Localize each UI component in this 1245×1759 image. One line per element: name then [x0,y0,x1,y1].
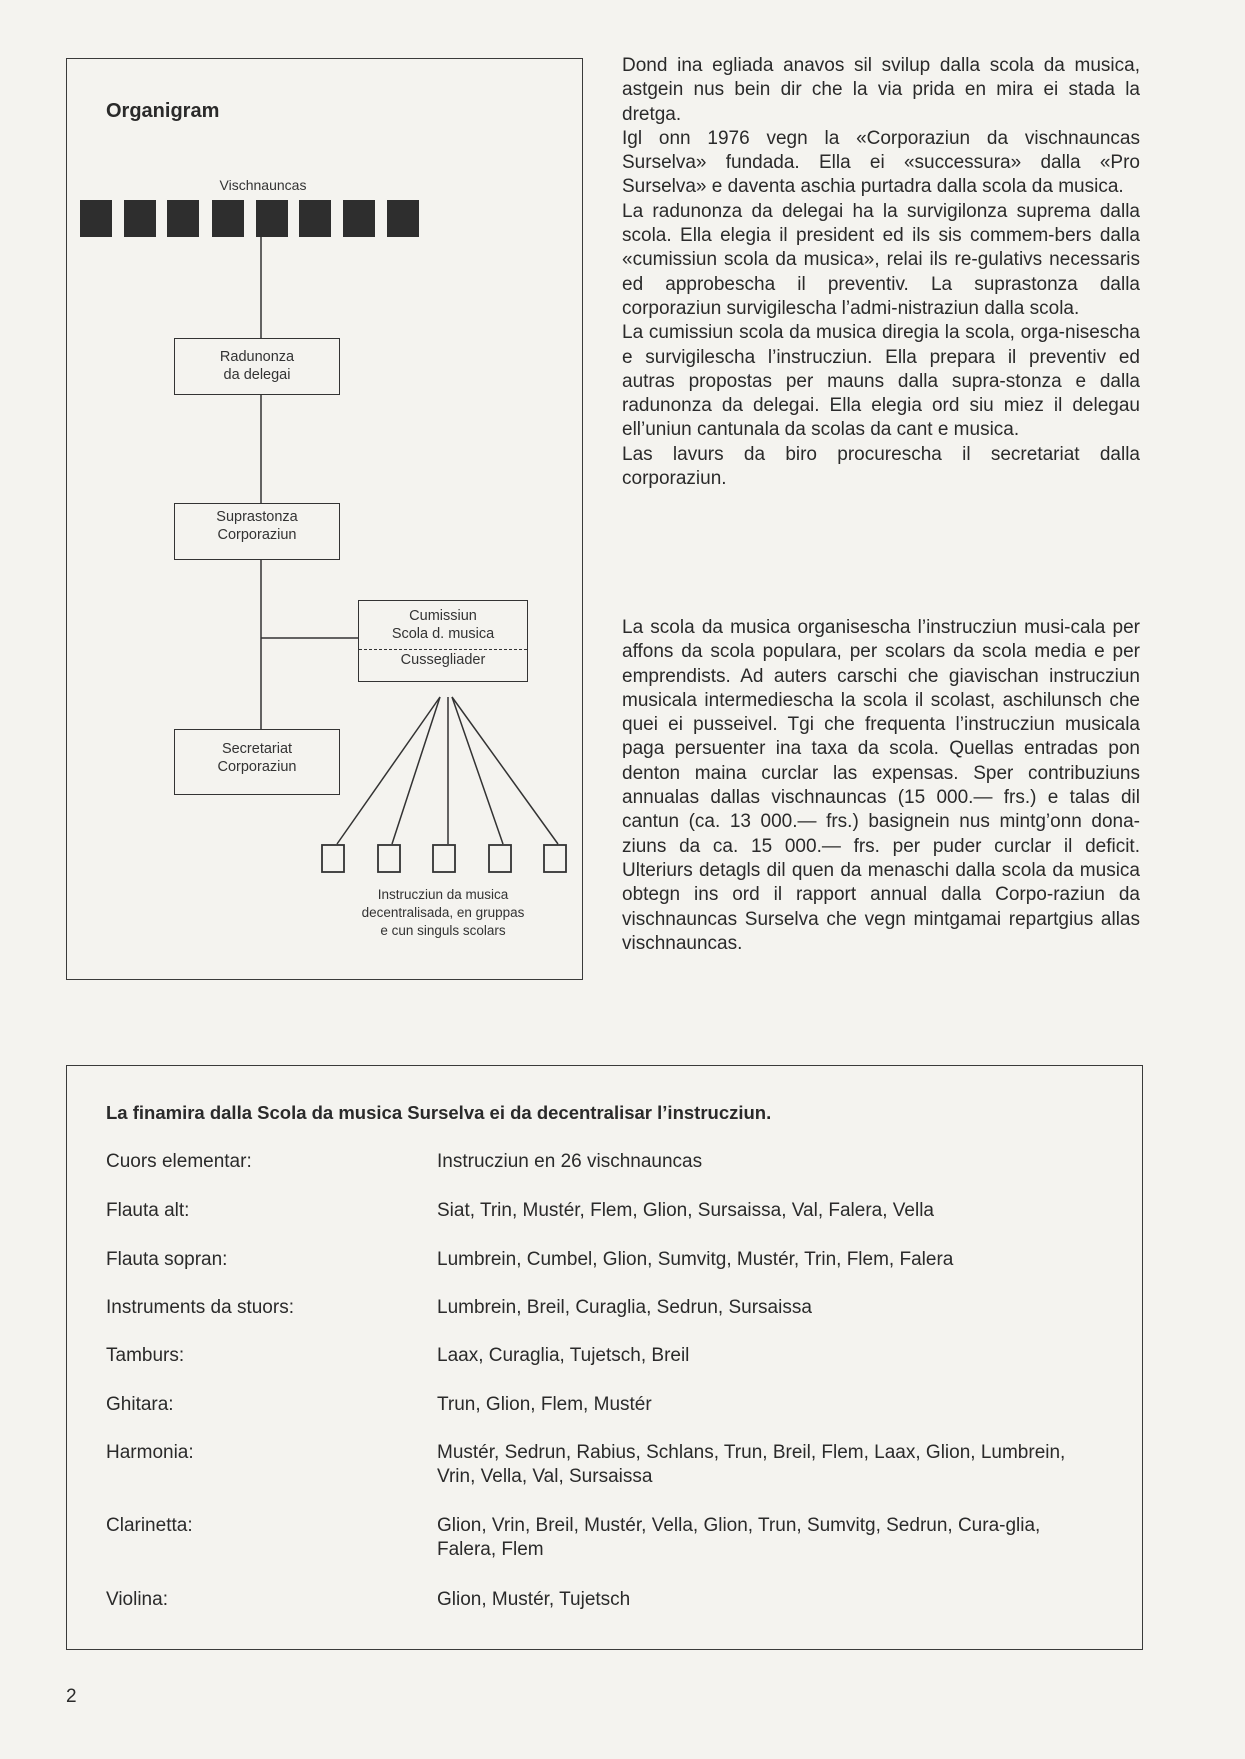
location-value: Laax, Curaglia, Tujetsch, Breil [437,1345,690,1366]
location-label: Violina: [106,1589,168,1610]
member-block [299,200,331,237]
text-bottom [622,616,1140,956]
groups-caption-line2: decentralisada, en gruppas [361,905,525,920]
paragraph: La radunonza da delegai ha la survigilonza suprema dalla scola. Ella elegia il president ed ils sis commem-bers dalla «cumissiun scola da musica», relai ils re-gulativs necessaris ed approbescha il preventiv. La suprastonza dalla corporaziun survigilescha l’admi-nistraziun dalla scola. [622,200,1140,319]
location-label: Ghitara: [106,1394,174,1415]
node-cumissiun-line1: Cumissiun [409,608,477,624]
paragraph: Igl onn 1976 vegn la «Corporaziun da vischnauncas Surselva» fundada. Ella ei «successura» dalla «Pro Surselva» e daventa aschia purtadra dalla scola da musica. [622,127,1140,198]
groups-caption [328,886,558,940]
groups-caption-line1: Instrucziun da musica [377,887,509,902]
group-box [433,845,455,872]
node-suprastonza-line1: Suprastonza [216,509,298,525]
page-number: 2 [66,1686,77,1707]
location-label: Cuors elementar: [106,1151,252,1172]
location-value: Glion, Mustér, Tujetsch [437,1589,631,1610]
member-block [124,200,156,237]
paragraph: Las lavurs da biro procurescha il secretariat dalla corporaziun. [622,443,1140,490]
node-suprastonza-line2: Corporaziun [217,527,297,543]
member-block [256,200,288,237]
node-radunonza [174,338,340,395]
text-top [622,54,1140,491]
group-box [544,845,566,872]
location-value: Siat, Trin, Mustér, Flem, Glion, Sursaissa, Val, Falera, Vella [437,1200,934,1221]
member-block [80,200,112,237]
location-value: Lumbrein, Cumbel, Glion, Sumvitg, Mustér, Trin, Flem, Falera [437,1249,954,1270]
location-label: Instruments da stuors: [106,1297,294,1318]
location-label: Tamburs: [106,1345,185,1366]
group-box [378,845,400,872]
location-label: Clarinetta: [106,1515,193,1536]
members-label: Vischnauncas [219,177,307,193]
paragraph: Dond ina egliada anavos sil svilup dalla scola da musica, astgein nus bein dir che la via prida en mira ei stada la dretga. [622,55,1140,125]
node-suprastonza [174,503,340,560]
location-value: Trun, Glion, Flem, Mustér [437,1394,652,1415]
group-box [322,845,344,872]
member-block [212,200,244,237]
location-label: Flauta alt: [106,1200,190,1221]
location-value: Mustér, Sedrun, Rabius, Schlans, Trun, Breil, Flem, Laax, Glion, Lumbrein, Vrin, Vella, Val, Sursaissa [437,1442,1066,1487]
node-cussegliader: Cussegliader [400,652,486,668]
member-block [343,200,375,237]
node-cumissiun [358,600,528,682]
member-block [167,200,199,237]
node-secretariat [174,729,340,795]
member-block [387,200,419,237]
group-boxes [322,845,566,872]
locations-heading: La finamira dalla Scola da musica Surselva ei da decentralisar l’instrucziun. [106,1102,772,1123]
node-radunonza-line2: da delegai [223,367,291,383]
groups-caption-line3: e cun singuls scolars [380,923,506,938]
member-blocks [80,200,419,237]
cussegliader-divider [359,649,527,669]
node-secretariat-line1: Secretariat [221,741,293,757]
location-value: Lumbrein, Breil, Curaglia, Sedrun, Sursaissa [437,1297,812,1318]
location-value: Glion, Vrin, Breil, Mustér, Vella, Glion, Trun, Sumvitg, Sedrun, Cura-glia, Falera, Flem [437,1515,1041,1560]
location-value: Instrucziun en 26 vischnauncas [437,1151,703,1172]
paragraph: La scola da musica organisescha l’instrucziun musi-cala per affons da scola populara, per scolars da scola media e per emprendists. Ad auters carschi che giavischan instrucziun musicala intermediescha la scola il scolast, aschilunsch che quei ei pusseivel. Tgi che frequenta l’instrucziun musicala paga persuenter ina taxa da scola. Quellas entradas pon denton maina curclar las expensas. Sper contribuziuns annualas dallas vischnauncas (15 000.— frs.) e talas dil cantun (ca. 13 000.— frs.) basignein nus mintg’onn dona-ziuns da ca. 15 000.— frs. per puder curclar il deficit. Ulteriurs detagls dil quen da menaschi dalla scola da musica obtegn ins ord il rapport annual dalla Corpo-raziun da vischnauncas Surselva che vegn mintgamai repartgius allas vischnauncas. [622,617,1140,954]
organigram-title: Organigram [106,100,220,122]
location-label: Harmonia: [106,1442,194,1463]
node-cumissiun-line2: Scola d. musica [391,626,495,642]
node-radunonza-line1: Radunonza [219,349,295,365]
paragraph: La cumissiun scola da musica diregia la scola, orga-nisescha e survigilescha l’instrucziun. Ella prepara il preventiv ed autras propostas per mauns dalla supra-stonza e dalla radunonza da delegai. Ella elegia ord siu miez il delegau ell’uniun cantunala da scolas da cant e musica. [622,322,1140,441]
location-label: Flauta sopran: [106,1249,228,1270]
group-box [489,845,511,872]
node-secretariat-line2: Corporaziun [217,759,297,775]
